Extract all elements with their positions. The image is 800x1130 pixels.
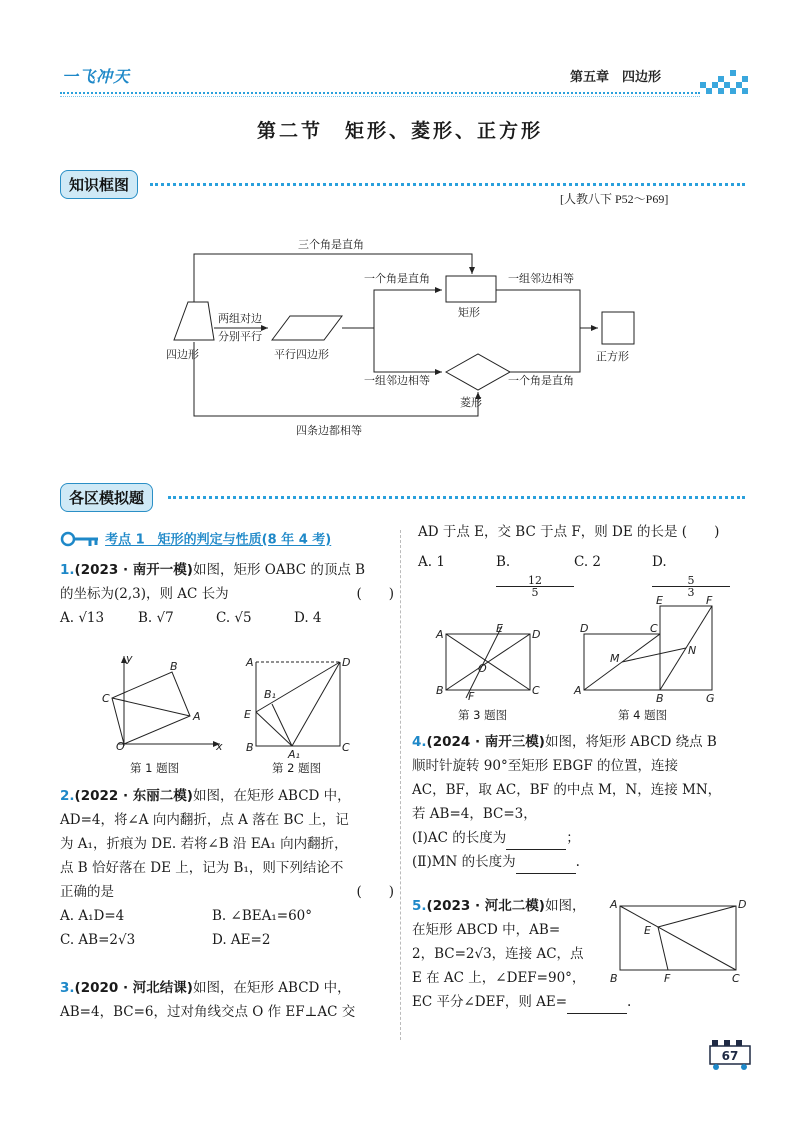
answer-blank-1[interactable]: [506, 835, 566, 850]
question-3: 3.(2020 · 河北结课)如图，在矩形 ABCD 中， AB=4，BC=6，过对角线交点 O 作 EF⊥AC 交: [60, 980, 356, 1020]
svg-text:F: F: [664, 972, 671, 985]
question-5: 5.(2023 · 河北二模)如图， 在矩形 ABCD 中，AB= 2，BC=2√3，连接 AC，点 E 在 AC 上，∠DEF=90°， EC 平分∠DEF，则 AE= .: [412, 894, 612, 1014]
arrow-para-rect: [374, 290, 442, 328]
svg-text:D: D: [580, 622, 589, 635]
svg-text:B: B: [610, 972, 618, 985]
caption-fig3: 第 3 题图: [458, 708, 508, 722]
svg-text:G: G: [706, 692, 715, 705]
svg-text:D: D: [738, 898, 747, 911]
label-rhombus-square: 一个角是直角: [508, 374, 574, 387]
rectangle-shape: [446, 276, 496, 302]
parallelogram-shape: [272, 316, 342, 340]
label-square: 正方形: [596, 350, 629, 363]
column-divider: [400, 530, 401, 1040]
practice-dotline: [168, 496, 745, 499]
svg-text:D: D: [342, 656, 351, 669]
svg-text:A: A: [574, 684, 582, 697]
label-para: 平行四边形: [274, 348, 329, 361]
svg-text:D: D: [532, 628, 541, 641]
label-para-cond-1: 两组对边: [218, 312, 262, 325]
arrow-rhombus-square: [510, 328, 580, 372]
label-para-cond-2: 分别平行: [218, 330, 262, 343]
page-number-badge: [708, 1040, 752, 1070]
practice-tab: 各区模拟题: [60, 483, 153, 512]
header-rule-2: [60, 96, 700, 97]
arrow-bottom: [194, 342, 478, 416]
q1-options: A. √13 B. √7 C. √5 D. 4: [60, 610, 322, 626]
knowledge-tab: 知识框图: [60, 170, 138, 199]
svg-text:B: B: [656, 692, 664, 705]
svg-text:67: 67: [721, 1049, 739, 1063]
section-title: 第二节 矩形、菱形、正方形: [256, 120, 543, 142]
knowledge-diagram: [150, 230, 670, 450]
key-icon: [60, 528, 100, 550]
label-bottom: 四条边都相等: [296, 424, 362, 437]
svg-text:F: F: [468, 690, 475, 703]
svg-text:E: E: [244, 708, 251, 721]
label-rect-cond: 一个角是直角: [364, 272, 430, 285]
figure-5: [606, 894, 756, 989]
svg-text:x: x: [216, 740, 223, 753]
textbook-reference: [人教八下 P52～P69]: [560, 192, 669, 206]
question-3-cont: AD 于点 E，交 BC 于点 F，则 DE 的长是 ( ) A. 1 B. $\frac{12}{5}$ C. 2 D. $\frac{5}{3}$: [418, 520, 748, 598]
figure-4: [572, 596, 722, 706]
figure-2: [240, 652, 360, 761]
figure-1: [96, 650, 226, 753]
q2-options: A. A₁D=4 B. ∠BEA₁=60°: [60, 908, 312, 924]
quad-shape: [174, 302, 214, 340]
answer-blank-2[interactable]: [516, 859, 576, 874]
svg-text:O: O: [478, 662, 487, 675]
svg-text:O: O: [116, 740, 125, 753]
chapter-title: 第五章 四边形: [570, 70, 662, 85]
svg-text:B: B: [246, 741, 254, 754]
svg-text:C: C: [102, 692, 110, 705]
svg-text:y: y: [126, 652, 133, 665]
caption-fig4: 第 4 题图: [618, 708, 668, 722]
svg-text:B₁: B₁: [264, 688, 276, 701]
figure-3: [432, 622, 542, 702]
svg-text:A₁: A₁: [288, 748, 300, 761]
kaodian-text: 考点 1 矩形的判定与性质(8 年 4 考): [105, 532, 332, 548]
label-top: 三个角是直角: [298, 238, 364, 251]
label-quad: 四边形: [166, 348, 199, 361]
answer-blank-3[interactable]: [567, 999, 627, 1014]
svg-text:A: A: [610, 898, 618, 911]
svg-text:C: C: [732, 972, 740, 985]
brand-logo: 一飞冲天: [62, 67, 131, 86]
arrow-para-rhombus: [374, 328, 442, 372]
svg-text:C: C: [532, 684, 540, 697]
label-rect: 矩形: [458, 306, 480, 319]
svg-text:A: A: [436, 628, 444, 641]
svg-text:B: B: [170, 660, 178, 673]
checker-decoration-icon: [700, 66, 748, 96]
svg-text:A: A: [193, 710, 201, 723]
square-shape: [602, 312, 634, 344]
label-rhombus: 菱形: [460, 396, 482, 409]
svg-text:E: E: [656, 594, 663, 607]
label-rhombus-cond: 一组邻边相等: [364, 374, 430, 387]
arrow-top: [194, 254, 472, 302]
svg-text:B: B: [436, 684, 444, 697]
question-2: 2.(2022 · 东丽二模)如图，在矩形 ABCD 中， AD=4，将∠A 向内翻折，点 A 落在 BC 上，记 为 A₁，折痕为 DE. 若将∠B 沿 EA₁ 向内翻折， 点 B 恰好落在 DE 上，记为 B₁，则下列结论不 正确的是 ( ) A. A₁D=4 B. ∠BEA₁=60° C. AB=2√3 D. AE=2: [60, 788, 394, 948]
caption-fig2: 第 2 题图: [272, 761, 322, 775]
svg-text:N: N: [688, 644, 697, 657]
svg-text:C: C: [650, 622, 658, 635]
svg-text:E: E: [644, 924, 651, 937]
header-rule: [60, 92, 700, 94]
kaodian-heading: [60, 528, 331, 550]
svg-text:C: C: [342, 741, 350, 754]
label-rect-square: 一组邻边相等: [508, 272, 574, 285]
caption-fig1: 第 1 题图: [130, 761, 180, 775]
svg-text:A: A: [246, 656, 254, 669]
question-1: 1.(2023 · 南开一模)如图，矩形 OABC 的顶点 B 的坐标为(2,3)，则 AC 长为 ( ) A. √13 B. √7 C. √5 D. 4: [60, 558, 394, 630]
q3-options: A. 1 B. $\frac{12}{5}$ C. 2 D. $\frac{5}{3}$: [418, 550, 748, 598]
arrow-rect-square: [496, 290, 580, 328]
svg-text:E: E: [496, 622, 503, 635]
question-4: 4.(2024 · 南开三模)如图，将矩形 ABCD 绕点 B 顺时针旋转 90°至矩形 EBGF 的位置，连接 AC，BF，取 AC，BF 的中点 M，N，连接 MN， 若 AB=4，BC=3， (Ⅰ)AC 的长度为 ； (Ⅱ)MN 的长度为 .: [412, 730, 748, 874]
rhombus-shape: [446, 354, 510, 390]
knowledge-dotline: [150, 183, 745, 186]
svg-text:M: M: [610, 652, 620, 665]
svg-text:F: F: [706, 594, 713, 607]
